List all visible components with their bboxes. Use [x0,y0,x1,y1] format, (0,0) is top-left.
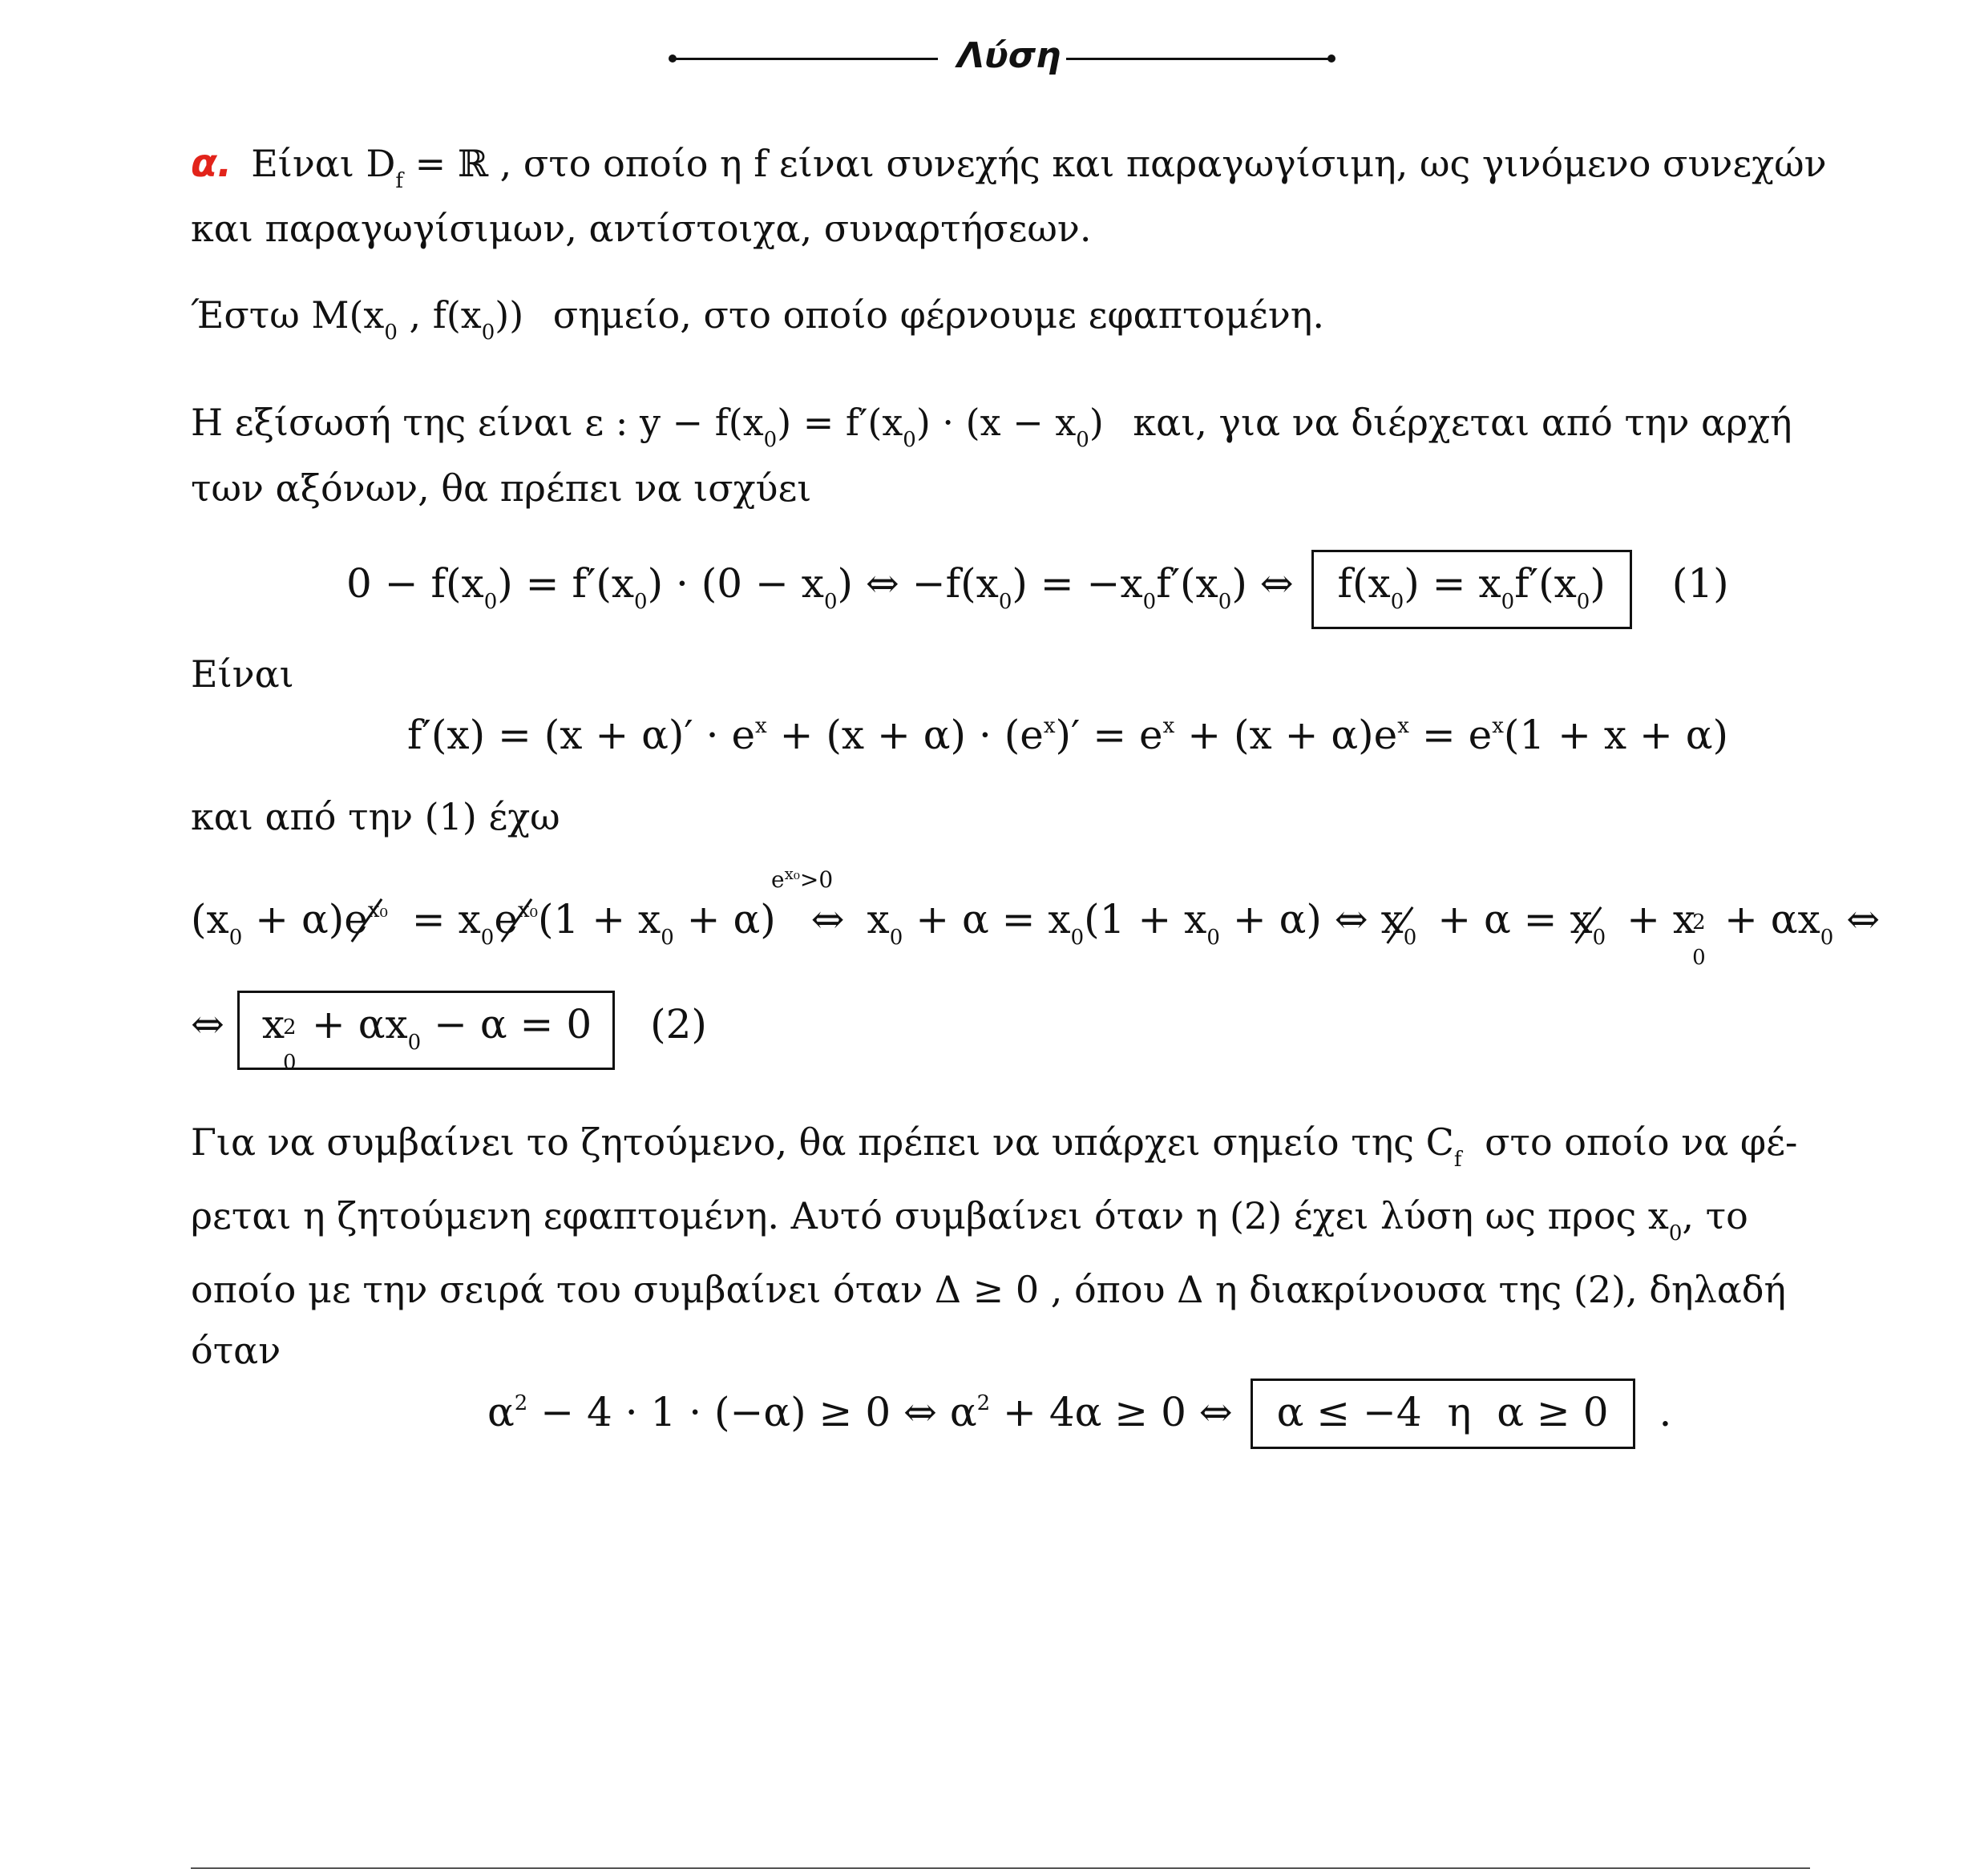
conclusion-line-2: ρεται η ζητούμενη εφαπτομένη. Αυτό συμβαίνει όταν η (2) έχει λύση ως προς $x_0$, το [191,1194,1748,1245]
equation-tag-2: (2) [650,1001,707,1048]
equation-1: $0 - f(x_0) = f'(x_0) \cdot (0 - x_0)$ ⇔ $-f(x_0) = -x_0f'(x_0)$ ⇔ $f(x_0) = x_0f'(x_0)$ (1) [346,550,1729,629]
equation-3: $(x_0 + \alpha)e^{x_0} = x_0e^{x_0}(1 + x_0 + \alpha)$ ⇔ $x_0 + \alpha = x_0(1 + x_0 + \alpha)$ ⇔ $x_0 + \alpha = x_0 + x$ 2 0 + $\alpha x_0$ ⇔ [191,896,1881,970]
text-einai: Είναι [191,652,294,696]
equation-discriminant: $\alpha^2 - 4 \cdot 1 \cdot (-\alpha) \ge 0$ ⇔ $\alpha^2 + 4\alpha \ge 0$ ⇔ α ≤ −4 η α ≥ 0 . [487,1379,1671,1449]
part-label: α. [191,141,232,186]
boxed-result-1: $f(x_0) = x_0f'(x_0)$ [1311,550,1632,629]
cancelled-x0-1: $x_0$ [1380,896,1417,950]
header-right-rule [1066,58,1331,60]
text-from-1: και από την (1) έχω [191,795,560,838]
tangent-equation-text: Η εξίσωσή της είναι ε : $y - f(x_0) = f'(x_0) \cdot (x - x_0)$ και, για να διέρχεται από την αρχή [191,401,1792,452]
point-definition: Έστω $M(x_0$ , $f(x_0)$) σημείο, στο οποίο φέρνουμε εφαπτομένη. [191,293,1324,345]
equation-derivative: $f'(x) = (x + \alpha)' \cdot e^x + (x + \alpha) \cdot (e^x)' = e^x + (x + \alpha)e^x = e^x(1 + x + \alpha)$ [407,712,1729,758]
cancelled-exp-2: $e^{x_0}$ [494,896,539,943]
boxed-result-2: x 2 0 + $\alpha x_0 - \alpha = 0$ [237,991,615,1070]
header-right-dot [1327,54,1335,63]
conclusion-line-1: Για να συμβαίνει το ζητούμενο, θα πρέπει να υπάρχει σημείο της $C_f$ στο οποίο να φέ- [191,1120,1798,1172]
conclusion-line-4: όταν [191,1329,281,1372]
cancelled-x0-2: $x_0$ [1570,896,1606,950]
tangent-equation-text-2: των αξόνων, θα πρέπει να ισχύει [191,466,812,510]
header-title: Λύση [957,35,1061,76]
equation-tag-1: (1) [1671,560,1729,607]
header-left-rule [673,58,938,60]
cancelled-exp-1: $e^{x_0}$ [344,896,388,943]
conclusion-line-3: οποίο με την σειρά του συμβαίνει όταν Δ ≥ 0 , όπου Δ η διακρίνουσα της (2), δηλαδή [191,1268,1787,1311]
paragraph-line-2: και παραγωγίσιμων, αντίστοιχα, συναρτήσεων. [191,207,1092,250]
boxed-final-answer: α ≤ −4 η α ≥ 0 [1251,1379,1635,1449]
paragraph-line-1: α. Είναι $D_f$ = ℝ , στο οποίο η f είναι συνεχής και παραγωγίσιμη, ως γινόμενο συνεχών [191,141,1827,193]
arrow-condition: $e^{x_0}>0$ [771,864,834,893]
equation-4: ⇔ x 2 0 + $\alpha x_0 - \alpha = 0$ (2) [191,991,707,1070]
